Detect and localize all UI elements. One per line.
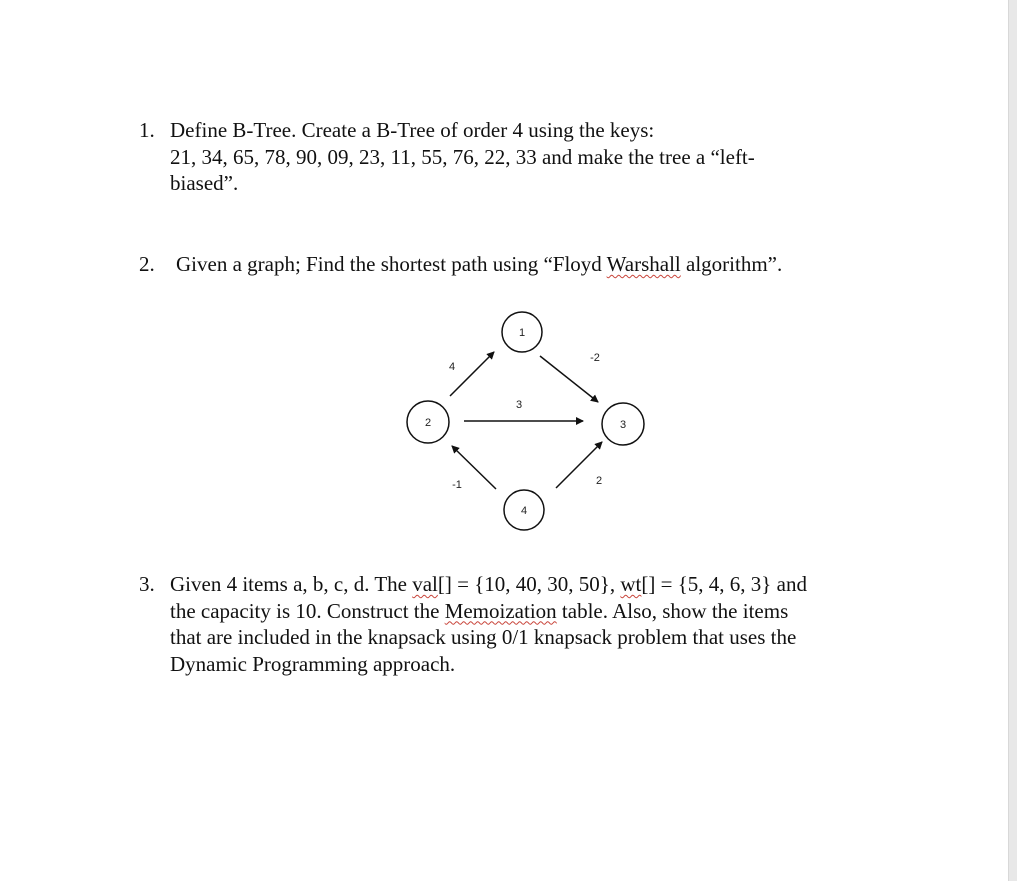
question-1-text bbox=[170, 117, 755, 197]
spellcheck-word-val: val bbox=[412, 572, 438, 596]
node-2 bbox=[407, 401, 449, 443]
question-1-line-1: Define B-Tree. Create a B-Tree of order 4 using the keys: bbox=[170, 118, 655, 142]
node-3 bbox=[602, 403, 644, 445]
spellcheck-word-warshall: Warshall bbox=[606, 252, 681, 276]
node-1-label: 1 bbox=[518, 327, 526, 339]
spellcheck-word-wt: wt bbox=[620, 572, 642, 596]
question-3-line-1-part: [] = {10, 40, 30, 50}, bbox=[437, 572, 621, 596]
node-2-label: 2 bbox=[424, 417, 432, 429]
node-3-label: 3 bbox=[619, 419, 627, 431]
node-4 bbox=[504, 490, 544, 530]
edge-2-to-3-weight: 3 bbox=[515, 399, 523, 411]
question-2-text bbox=[176, 251, 782, 278]
edge-4-to-2-weight: -1 bbox=[452, 479, 462, 491]
question-2-text-end: algorithm”. bbox=[680, 252, 783, 276]
question-1-line-3: biased”. bbox=[170, 171, 239, 195]
question-1-line-2: 21, 34, 65, 78, 90, 09, 23, 11, 55, 76, 22, 33 and make the tree a “left- bbox=[170, 144, 755, 169]
vertical-scrollbar[interactable] bbox=[1008, 0, 1017, 881]
directed-graph bbox=[390, 300, 660, 540]
question-3-line-3: that are included in the knapsack using 0/1 knapsack problem that uses the bbox=[170, 625, 797, 649]
question-3-number: 3. bbox=[139, 572, 155, 596]
node-1 bbox=[502, 312, 542, 352]
question-3-line-2 bbox=[170, 598, 807, 625]
question-3-line-1-part: Given 4 items a, b, c, d. The bbox=[170, 572, 413, 596]
question-2-number: 2. bbox=[139, 252, 155, 276]
edge-2-to-1 bbox=[450, 352, 494, 396]
question-2-text-start: Given a graph; Find the shortest path using “Floyd bbox=[176, 252, 607, 276]
question-3-line-4: Dynamic Programming approach. bbox=[170, 651, 456, 676]
question-3-line-1 bbox=[170, 571, 807, 598]
question-3-line-2-part: the capacity is 10. Construct the bbox=[170, 598, 445, 623]
question-3-text bbox=[170, 571, 807, 677]
question-1-number: 1. bbox=[139, 118, 155, 142]
question-3-line-2-part: table. Also, show the items bbox=[556, 598, 789, 623]
edge-1-to-3-weight: -2 bbox=[590, 352, 600, 364]
spellcheck-word-memoization: Memoization bbox=[444, 598, 557, 623]
question-3-line-1-part: [] = {5, 4, 6, 3} and bbox=[641, 572, 807, 596]
edge-4-to-3-weight: 2 bbox=[595, 475, 603, 487]
edge-2-to-1-weight: 4 bbox=[448, 361, 456, 373]
node-4-label: 4 bbox=[520, 505, 528, 517]
